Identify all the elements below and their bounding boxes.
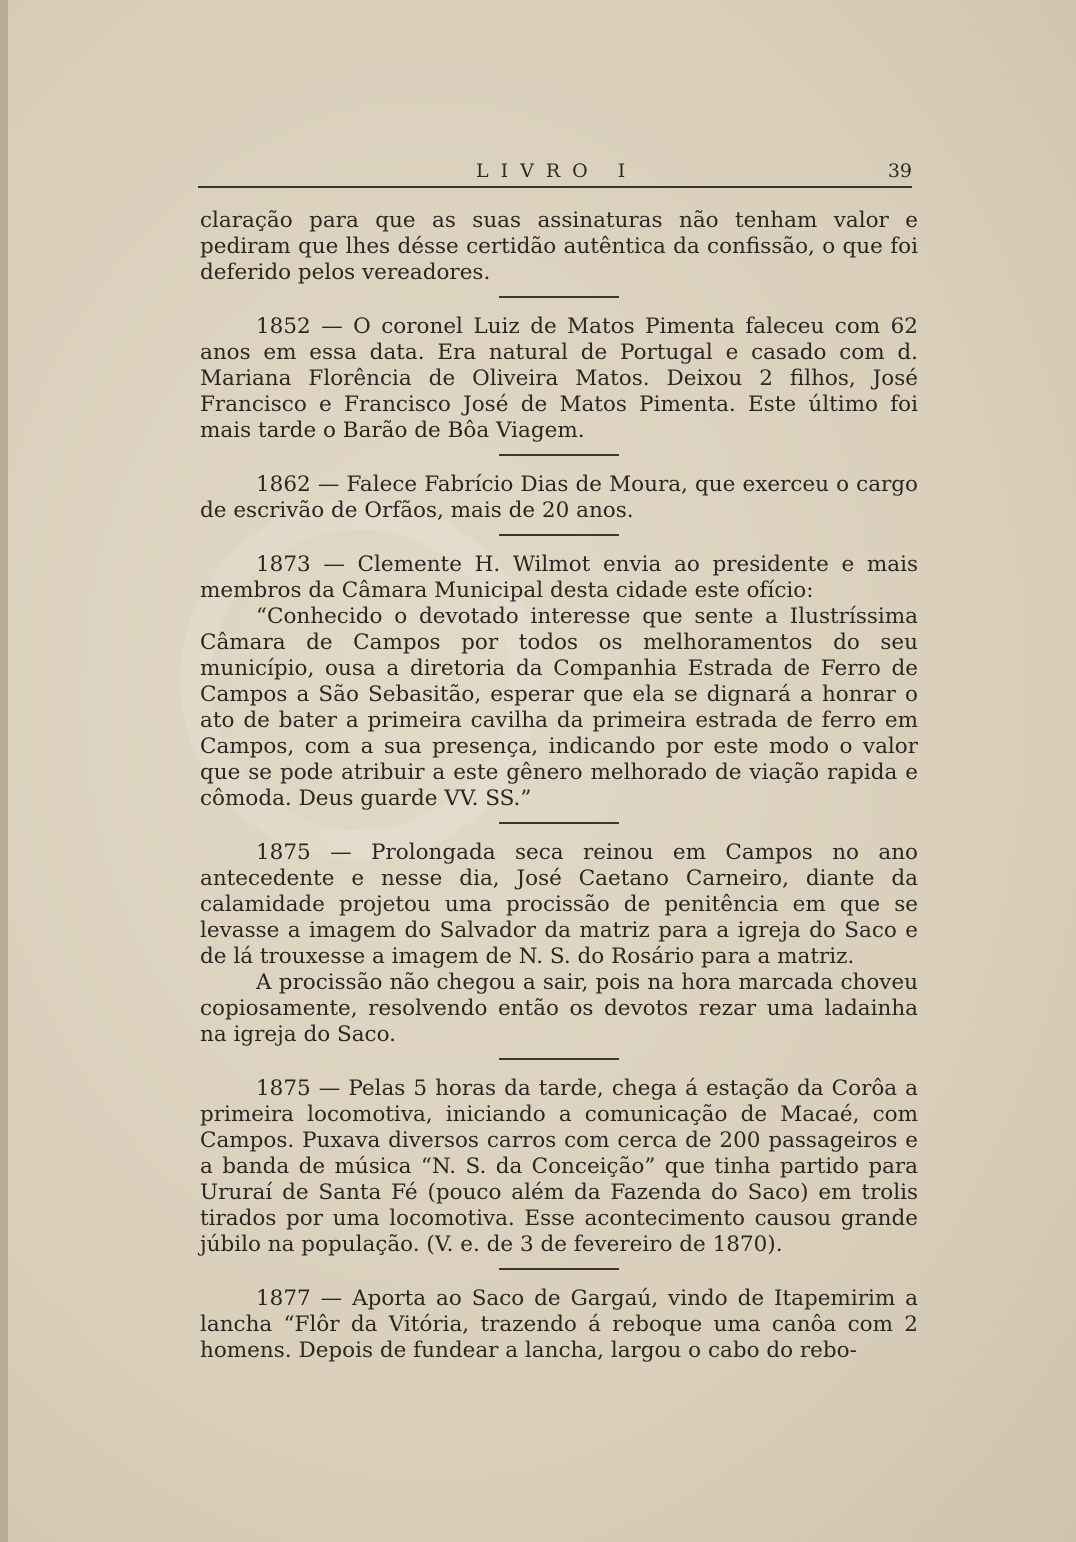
paragraph: 1875 — Pelas 5 horas da tarde, chega á estação da Corôa a primeira locomotiva, iniciando a comunicação de Macaé, com Campos. Puxava diversos carros com cerca de 200 passageiros e a banda de música “N. S. da Conceição” que tinha partido para Ururaí de Santa Fé (pouco além da Fazenda do Saco) em trolis tirados por uma locomotiva. Esse acontecimento causou grande júbilo na população. (V. e. de 3 de fevereiro de 1870).	[200, 1076, 918, 1257]
entry-1873	[200, 552, 918, 812]
page-body	[200, 208, 918, 1364]
page-header	[198, 160, 912, 186]
entry-1862	[200, 472, 918, 524]
section-rule	[499, 296, 619, 298]
entry-1877	[200, 1286, 918, 1364]
running-head: LIVRO I	[476, 160, 638, 182]
section-rule	[499, 1058, 619, 1060]
paragraph: 1873 — Clemente H. Wilmot envia ao presidente e mais membros da Câmara Municipal desta cidade este ofício:	[200, 552, 918, 603]
paragraph: claração para que as suas assinaturas não tenham valor e pediram que lhes désse certidão autêntica da confissão, o que foi deferido pelos vereadores.	[200, 208, 918, 285]
entry-continuation	[200, 208, 918, 286]
entry-1875-locomotive	[200, 1076, 918, 1258]
entry-1852	[200, 314, 918, 444]
paragraph: 1852 — O coronel Luiz de Matos Pimenta faleceu com 62 anos em essa data. Era natural de Portugal e casado com d. Mariana Florência de Oliveira Matos. Deixou 2 filhos, José Francisco e Francisco José de Matos Pimenta. Este último foi mais tarde o Barão de Bôa Viagem.	[200, 314, 918, 443]
section-rule	[499, 454, 619, 456]
paragraph: 1875 — Prolongada seca reinou em Campos no ano antecedente e nesse dia, José Caetano Carneiro, diante da calamidade projetou uma procissão de penitência em que se levasse a imagem do Salvador da matriz para a igreja do Saco e de lá trouxesse a imagem de N. S. do Rosário para a matriz.	[200, 840, 918, 969]
header-rule	[198, 186, 912, 188]
page-edge-shadow	[0, 0, 8, 1542]
section-rule	[499, 534, 619, 536]
paragraph: 1877 — Aporta ao Saco de Gargaú, vindo de Itapemirim a lancha “Flôr da Vitória, trazendo á reboque uma canôa com 2 homens. Depois de fundear a lancha, largou o cabo do rebo-	[200, 1286, 918, 1363]
quoted-letter: “Conhecido o devotado interesse que sente a Ilustríssima Câmara de Campos por todos os melhoramentos do seu município, ousa a diretoria da Companhia Estrada de Ferro de Campos a São Sebasitão, esperar que ela se dignará a honrar o ato de bater a primeira cavilha da primeira estrada de ferro em Campos, com a sua presença, indicando por este modo o valor que se pode atribuir a este gênero melhorado de viação rapida e cômoda. Deus guarde VV. SS.”	[200, 604, 918, 811]
section-rule	[499, 822, 619, 824]
section-rule	[499, 1268, 619, 1270]
paragraph: A procissão não chegou a sair, pois na hora marcada choveu copiosamente, resolvendo então os devotos rezar uma ladainha na igreja do Saco.	[200, 970, 918, 1047]
page-number: 39	[887, 160, 912, 182]
paragraph: 1862 — Falece Fabrício Dias de Moura, que exerceu o cargo de escrivão de Orfãos, mais de 20 anos.	[200, 472, 918, 523]
entry-1875-drought	[200, 840, 918, 1048]
